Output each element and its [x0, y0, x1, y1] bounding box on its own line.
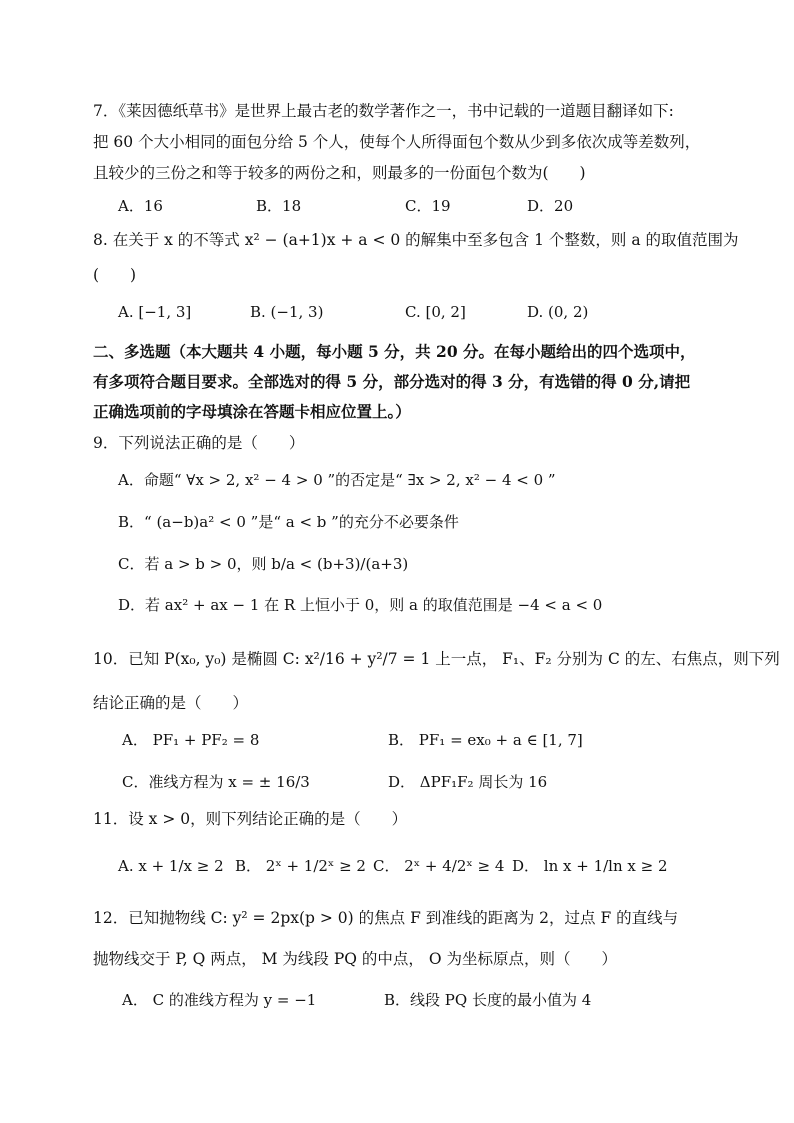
q7-option-c: C．19 — [405, 197, 451, 215]
q8-option-d: D. (0, 2) — [527, 303, 589, 321]
q12-option-a: A． C 的准线方程为 y = −1 — [122, 991, 317, 1009]
section-2-heading-line-2: 有多项符合题目要求。全部选对的得 5 分，部分选对的得 3 分，有选错的得 0 分,请把 — [93, 372, 691, 391]
q8-option-a: A. [−1, 3] — [118, 303, 192, 321]
q8-line-2: ( ) — [93, 266, 137, 284]
q12-line-2: 抛物线交于 P, Q 两点， M 为线段 PQ 的中点， O 为坐标原点，则（ ） — [93, 950, 617, 968]
q9-option-d: D．若 ax² + ax − 1 在 R 上恒小于 0，则 a 的取值范围是 −4 < a < 0 — [118, 596, 603, 614]
q11-option-d: D． ln x + 1/ln x ≥ 2 — [512, 857, 668, 875]
section-2-heading-line-3: 正确选项前的字母填涂在答题卡相应位置上。） — [93, 402, 411, 421]
q7-line-2: 把 60 个大小相同的面包分给 5 个人，使每个人所得面包个数从少到多依次成等差数列， — [93, 133, 701, 151]
q9-stem: 9．下列说法正确的是（ ） — [93, 434, 305, 452]
q11-option-b: B． 2ˣ + 1/2ˣ ≥ 2 — [235, 857, 366, 875]
q9-option-a: A．命题“ ∀x > 2, x² − 4 > 0 ”的否定是“ ∃x > 2, x² − 4 < 0 ” — [118, 471, 556, 489]
q7-option-a: A．16 — [118, 197, 163, 215]
q7-line-3: 且较少的三份之和等于较多的两份之和，则最多的一份面包个数为( ) — [93, 164, 586, 182]
q8-option-b: B. (−1, 3) — [250, 303, 324, 321]
section-2-heading-line-1: 二、多选题（本大题共 4 小题，每小题 5 分，共 20 分。在每小题给出的四个选项中， — [93, 342, 696, 361]
q8-line-1: 8. 在关于 x 的不等式 x² − (a+1)x + a < 0 的解集中至多包含 1 个整数，则 a 的取值范围为 — [93, 231, 739, 249]
q11-stem: 11．设 x > 0，则下列结论正确的是（ ） — [93, 810, 408, 828]
q10-option-d: D． ΔPF₁F₂ 周长为 16 — [388, 773, 548, 791]
q9-option-b: B．“ (a−b)a² < 0 ”是“ a < b ”的充分不必要条件 — [118, 513, 459, 531]
q11-option-c: C． 2ˣ + 4/2ˣ ≥ 4 — [373, 857, 505, 875]
q9-option-c: C．若 a > b > 0，则 b/a < (b+3)/(a+3) — [118, 555, 409, 573]
q7-option-d: D．20 — [527, 197, 574, 215]
q12-option-b: B．线段 PQ 长度的最小值为 4 — [384, 991, 592, 1009]
q10-option-c: C．准线方程为 x = ± 16/3 — [122, 773, 310, 791]
q10-option-a: A． PF₁ + PF₂ = 8 — [122, 731, 260, 749]
q10-line-2: 结论正确的是（ ） — [93, 694, 249, 712]
q10-line-1: 10．已知 P(x₀, y₀) 是椭圆 C: x²/16 + y²/7 = 1 上一点， F₁、F₂ 分别为 C 的左、右焦点，则下列 — [93, 650, 780, 668]
q10-option-b: B． PF₁ = ex₀ + a ∈ [1, 7] — [388, 731, 583, 749]
q8-option-c: C. [0, 2] — [405, 303, 466, 321]
q11-option-a: A. x + 1/x ≥ 2 — [118, 857, 224, 875]
q12-line-1: 12．已知抛物线 C: y² = 2px(p > 0) 的焦点 F 到准线的距离为 2，过点 F 的直线与 — [93, 909, 679, 927]
q7-line-1: 7．《莱因德纸草书》是世界上最古老的数学著作之一，书中记载的一道题目翻译如下: — [93, 102, 674, 120]
q7-option-b: B．18 — [256, 197, 302, 215]
